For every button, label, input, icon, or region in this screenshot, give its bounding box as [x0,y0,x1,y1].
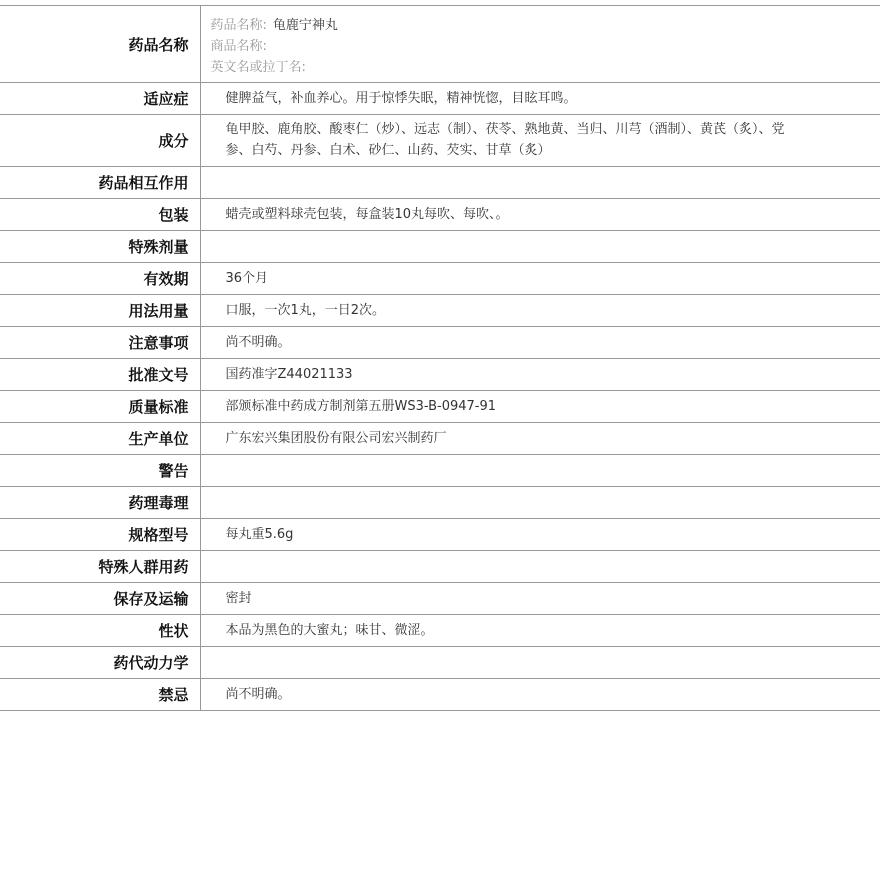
spec-value [200,455,880,487]
spec-label: 包装 [0,199,200,231]
spec-value [200,551,880,583]
latin-name-key: 英文名或拉丁名: [210,60,306,75]
spec-row-interactions [0,167,880,199]
spec-value: 尚不明确。 [200,679,880,711]
spec-label: 适应症 [0,83,200,115]
trade-name-line [211,36,880,57]
spec-row-shelf-life [0,263,880,295]
spec-label: 特殊剂量 [0,231,200,263]
spec-label: 批准文号 [0,359,200,391]
spec-row-special-populations [0,551,880,583]
spec-label: 特殊人群用药 [0,551,200,583]
drug-name-key: 药品名称: [210,18,267,33]
spec-value: 尚不明确。 [200,327,880,359]
spec-value: 国药准字Z44021133 [200,359,880,391]
spec-value [200,231,880,263]
spec-value: 龟甲胶、鹿角胶、酸枣仁（炒）、远志（制）、茯苓、熟地黄、当归、川芎（酒制）、黄芪（炙）、党参、白芍、丹参、白术、砂仁、山药、芡实、甘草（炙） [200,115,880,167]
spec-row-special-dosage [0,231,880,263]
spec-value: 部颁标准中药成方制剂第五册WS3-B-0947-91 [200,391,880,423]
spec-row-warning [0,455,880,487]
spec-label: 禁忌 [0,679,200,711]
spec-value-names [200,6,880,83]
spec-label: 保存及运输 [0,583,200,615]
spec-label: 规格型号 [0,519,200,551]
spec-value: 本品为黑色的大蜜丸；味甘、微涩。 [200,615,880,647]
spec-row-appearance [0,615,880,647]
drug-name-line [211,15,880,36]
spec-row-pharmacology [0,487,880,519]
spec-value: 广东宏兴集团股份有限公司宏兴制药厂 [200,423,880,455]
spec-label: 有效期 [0,263,200,295]
spec-row-precautions [0,327,880,359]
spec-value: 密封 [200,583,880,615]
spec-row-pharmacokinetics [0,647,880,679]
spec-value: 每丸重5.6g [200,519,880,551]
spec-row-names [0,6,880,83]
spec-value [200,647,880,679]
spec-row-storage [0,583,880,615]
spec-row-contraindications [0,679,880,711]
latin-name-line [211,57,880,78]
spec-label: 药理毒理 [0,487,200,519]
spec-label: 注意事项 [0,327,200,359]
spec-value: 口服，一次1丸，一日2次。 [200,295,880,327]
spec-label: 药品相互作用 [0,167,200,199]
drug-spec-table [0,5,880,711]
spec-row-manufacturer [0,423,880,455]
spec-value [200,167,880,199]
spec-value [200,487,880,519]
drug-name-value: 龟鹿宁神丸 [272,18,338,33]
spec-row-ingredients [0,115,880,167]
spec-row-usage [0,295,880,327]
spec-row-quality-standard [0,391,880,423]
spec-label: 成分 [0,115,200,167]
spec-row-packaging [0,199,880,231]
spec-label: 药品名称 [0,6,200,83]
trade-name-key: 商品名称: [210,39,267,54]
spec-label: 质量标准 [0,391,200,423]
spec-value: 健脾益气，补血养心。用于惊悸失眠，精神恍惚，目眩耳鸣。 [200,83,880,115]
spec-value: 36个月 [200,263,880,295]
spec-label: 用法用量 [0,295,200,327]
spec-row-specification [0,519,880,551]
spec-row-approval-number [0,359,880,391]
spec-value: 蜡壳或塑料球壳包装，每盒装10丸每吹、每吹、。 [200,199,880,231]
spec-label: 性状 [0,615,200,647]
spec-row-indications [0,83,880,115]
spec-label: 药代动力学 [0,647,200,679]
spec-label: 警告 [0,455,200,487]
spec-label: 生产单位 [0,423,200,455]
